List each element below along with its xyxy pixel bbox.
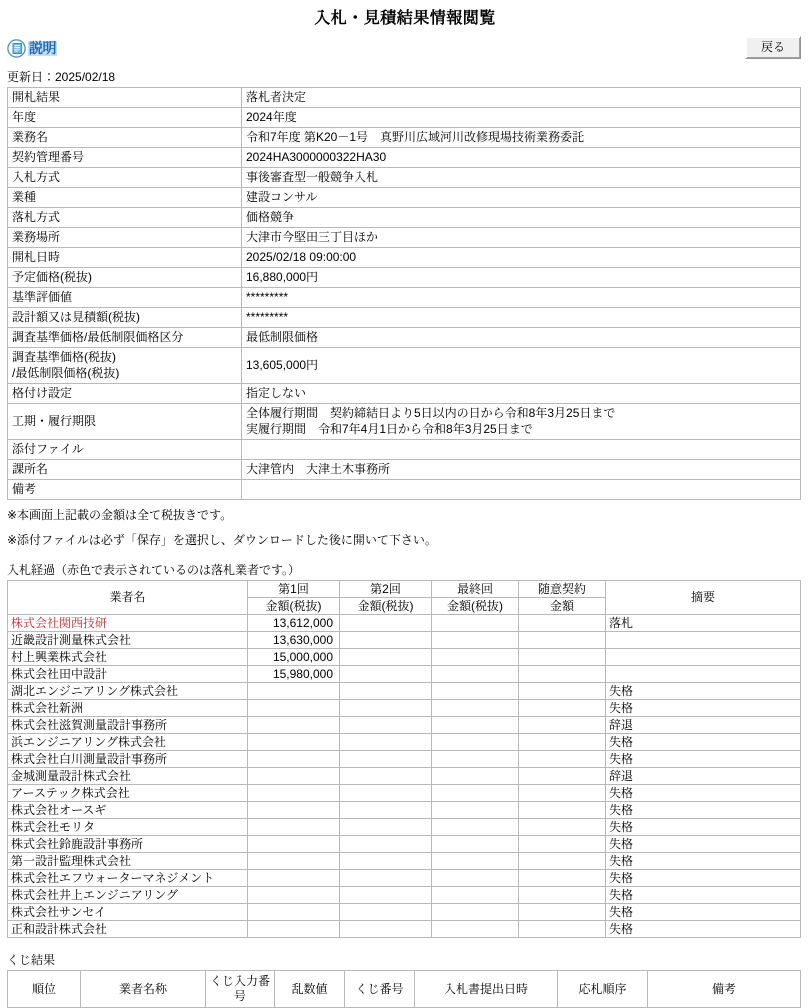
bidder-name: 株式会社サンセイ (8, 904, 248, 921)
detail-row (8, 308, 801, 328)
page-title: 入札・見積結果情報閲覧 (314, 10, 496, 27)
final-round-amount (432, 802, 519, 819)
bid-detail-table (7, 87, 801, 500)
bid-detail-body (8, 88, 801, 500)
round1-amount: 13,612,000 (248, 615, 340, 632)
col-header-bid-order: 応札順序 (558, 971, 648, 1008)
detail-row-value: 大津市今堅田三丁目ほか (242, 228, 801, 248)
detail-row-value: ********* (242, 288, 801, 308)
round2-amount (340, 802, 432, 819)
back-button[interactable]: 戻る (745, 36, 801, 59)
detail-row (8, 404, 801, 440)
table-row (8, 836, 801, 853)
col-header-vendor: 業者名称 (81, 971, 206, 1008)
detail-row-label: 業種 (8, 188, 242, 208)
round1-amount (248, 870, 340, 887)
note-tax: ※本画面上記載の金額は全て税抜きです。 (7, 508, 233, 523)
negotiated-amount (519, 666, 606, 683)
bidder-remark: 失格 (606, 887, 801, 904)
negotiated-amount (519, 632, 606, 649)
detail-row (8, 168, 801, 188)
update-date: 更新日：2025/02/18 (7, 70, 116, 85)
table-row (8, 615, 801, 632)
bidder-remark: 失格 (606, 751, 801, 768)
col-header-remark: 摘要 (606, 581, 801, 615)
negotiated-amount (519, 921, 606, 938)
round1-amount: 13,630,000 (248, 632, 340, 649)
negotiated-amount (519, 649, 606, 666)
round1-amount: 15,980,000 (248, 666, 340, 683)
table-row (8, 785, 801, 802)
bidder-name: 株式会社鈴鹿設計事務所 (8, 836, 248, 853)
detail-row-label: 年度 (8, 108, 242, 128)
table-row (8, 853, 801, 870)
col-header-vendor-name: 業者名 (8, 581, 248, 615)
negotiated-amount (519, 734, 606, 751)
bidder-remark (606, 632, 801, 649)
detail-row-value: 落札者決定 (242, 88, 801, 108)
round2-amount (340, 615, 432, 632)
detail-row-value: 大津管内 大津土木事務所 (242, 460, 801, 480)
round2-amount (340, 836, 432, 853)
final-round-amount (432, 615, 519, 632)
negotiated-amount (519, 819, 606, 836)
negotiated-amount (519, 887, 606, 904)
round1-amount (248, 700, 340, 717)
detail-row-value: 最低制限価格 (242, 328, 801, 348)
bidder-remark: 落札 (606, 615, 801, 632)
bidder-name: 株式会社滋賀測量設計事務所 (8, 717, 248, 734)
round1-amount (248, 734, 340, 751)
bidder-remark: 失格 (606, 870, 801, 887)
detail-row-label: 開札結果 (8, 88, 242, 108)
detail-row (8, 108, 801, 128)
round2-amount (340, 734, 432, 751)
bidder-name: アーステック株式会社 (8, 785, 248, 802)
detail-row-value (242, 440, 801, 460)
col-header-final-round: 最終回 (432, 581, 519, 598)
detail-row-label: 格付け設定 (8, 384, 242, 404)
negotiated-amount (519, 717, 606, 734)
detail-row-label: 調査基準価格(税抜) /最低制限価格(税抜) (8, 348, 242, 384)
bidder-name: 株式会社白川測量設計事務所 (8, 751, 248, 768)
table-row (8, 870, 801, 887)
detail-row (8, 460, 801, 480)
table-row (8, 683, 801, 700)
round1-amount: 15,000,000 (248, 649, 340, 666)
detail-row-label: 添付ファイル (8, 440, 242, 460)
negotiated-amount (519, 853, 606, 870)
round1-amount (248, 785, 340, 802)
col-header-note: 備考 (648, 971, 801, 1008)
col-header-negotiated: 随意契約 (519, 581, 606, 598)
bidder-name: 金城測量設計株式会社 (8, 768, 248, 785)
bidder-remark: 失格 (606, 819, 801, 836)
round1-amount (248, 921, 340, 938)
bid-process-head (8, 581, 801, 615)
detail-row (8, 228, 801, 248)
detail-row (8, 288, 801, 308)
negotiated-amount (519, 768, 606, 785)
lottery-section-label: くじ結果 (7, 953, 56, 968)
round1-amount (248, 717, 340, 734)
table-row (8, 887, 801, 904)
round2-amount (340, 853, 432, 870)
bidder-name: 第一設計監理株式会社 (8, 853, 248, 870)
detail-row (8, 248, 801, 268)
toolbar (0, 36, 810, 66)
final-round-amount (432, 734, 519, 751)
detail-row-value: 価格競争 (242, 208, 801, 228)
detail-row (8, 348, 801, 384)
table-row (8, 700, 801, 717)
round2-amount (340, 649, 432, 666)
lottery-head (8, 971, 801, 1008)
bidder-remark: 辞退 (606, 768, 801, 785)
lottery-header-row (8, 971, 801, 1008)
final-round-amount (432, 700, 519, 717)
round2-amount (340, 632, 432, 649)
bid-process-section-label: 入札経過（赤色で表示されているのは落札業者です。） (7, 563, 301, 578)
bidder-name: 株式会社田中設計 (8, 666, 248, 683)
detail-row-value: 13,605,000円 (242, 348, 801, 384)
table-row (8, 649, 801, 666)
detail-row-label: 設計額又は見積額(税抜) (8, 308, 242, 328)
detail-row-label: 契約管理番号 (8, 148, 242, 168)
final-round-amount (432, 836, 519, 853)
col-header-round1: 第1回 (248, 581, 340, 598)
note-attachment: ※添付ファイルは必ず「保存」を選択し、ダウンロードした後に開いて下さい。 (7, 533, 437, 548)
bidder-name: 株式会社関西技研 (8, 615, 248, 632)
detail-row-label: 開札日時 (8, 248, 242, 268)
final-round-amount (432, 683, 519, 700)
detail-row (8, 88, 801, 108)
final-round-amount (432, 921, 519, 938)
document-icon (7, 39, 26, 58)
negotiated-amount (519, 785, 606, 802)
round2-amount (340, 785, 432, 802)
detail-row-value: 建設コンサル (242, 188, 801, 208)
col-header-round2: 第2回 (340, 581, 432, 598)
detail-row (8, 128, 801, 148)
col-header-lottery-input-number: くじ入力番号 (206, 971, 275, 1008)
negotiated-amount (519, 802, 606, 819)
bidder-remark: 失格 (606, 785, 801, 802)
final-round-amount (432, 649, 519, 666)
detail-row-label: 課所名 (8, 460, 242, 480)
table-row (8, 768, 801, 785)
round2-amount (340, 717, 432, 734)
bidder-name: 村上興業株式会社 (8, 649, 248, 666)
round2-amount (340, 666, 432, 683)
detail-row-value: 令和7年度 第K20－1号 真野川広域河川改修現場技術業務委託 (242, 128, 801, 148)
detail-row (8, 480, 801, 500)
bidder-remark (606, 649, 801, 666)
detail-row-label: 業務場所 (8, 228, 242, 248)
detail-row-label: 工期・履行期限 (8, 404, 242, 440)
bidder-name: 株式会社オースギ (8, 802, 248, 819)
col-header-rank: 順位 (8, 971, 81, 1008)
bid-process-body (8, 615, 801, 938)
detail-row-label: 備考 (8, 480, 242, 500)
negotiated-amount (519, 870, 606, 887)
bidder-remark: 失格 (606, 904, 801, 921)
detail-row (8, 328, 801, 348)
col-header-final-amount: 金額(税抜) (432, 598, 519, 615)
final-round-amount (432, 751, 519, 768)
final-round-amount (432, 785, 519, 802)
bidder-name: 株式会社新洲 (8, 700, 248, 717)
bidder-name: 株式会社井上エンジニアリング (8, 887, 248, 904)
detail-row-value: 指定しない (242, 384, 801, 404)
bidder-remark: 失格 (606, 683, 801, 700)
bidder-name: 株式会社モリタ (8, 819, 248, 836)
explain-label: 説明 (29, 40, 56, 57)
col-header-round2-amount: 金額(税抜) (340, 598, 432, 615)
detail-row (8, 188, 801, 208)
detail-row (8, 148, 801, 168)
bidder-remark: 失格 (606, 853, 801, 870)
detail-row-label: 入札方式 (8, 168, 242, 188)
bidder-remark: 失格 (606, 921, 801, 938)
round1-amount (248, 853, 340, 870)
round1-amount (248, 819, 340, 836)
table-row (8, 802, 801, 819)
table-row (8, 717, 801, 734)
detail-row-value: 全体履行期間 契約締結日より5日以内の日から令和8年3月25日まで 実履行期間 令和7年4月1日から令和8年3月25日まで (242, 404, 801, 440)
final-round-amount (432, 768, 519, 785)
table-row (8, 632, 801, 649)
col-header-negotiated-amount: 金額 (519, 598, 606, 615)
round1-amount (248, 904, 340, 921)
col-header-lottery-number: くじ番号 (345, 971, 415, 1008)
col-header-submit-datetime: 入札書提出日時 (415, 971, 558, 1008)
detail-row-label: 調査基準価格/最低制限価格区分 (8, 328, 242, 348)
table-row (8, 921, 801, 938)
round2-amount (340, 904, 432, 921)
final-round-amount (432, 853, 519, 870)
table-row (8, 751, 801, 768)
col-header-round1-amount: 金額(税抜) (248, 598, 340, 615)
round1-amount (248, 751, 340, 768)
col-header-random-value: 乱数値 (275, 971, 345, 1008)
detail-row (8, 268, 801, 288)
round2-amount (340, 700, 432, 717)
bidder-remark: 失格 (606, 734, 801, 751)
final-round-amount (432, 819, 519, 836)
detail-row (8, 208, 801, 228)
table-row (8, 904, 801, 921)
detail-row-value: 16,880,000円 (242, 268, 801, 288)
detail-row-label: 予定価格(税抜) (8, 268, 242, 288)
detail-row (8, 384, 801, 404)
table-row (8, 819, 801, 836)
final-round-amount (432, 666, 519, 683)
bid-process-table (7, 580, 801, 938)
detail-row-value: ********* (242, 308, 801, 328)
bidder-remark: 失格 (606, 802, 801, 819)
bidder-name: 湖北エンジニアリング株式会社 (8, 683, 248, 700)
final-round-amount (432, 904, 519, 921)
detail-row-label: 基準評価値 (8, 288, 242, 308)
negotiated-amount (519, 615, 606, 632)
bidder-remark (606, 666, 801, 683)
final-round-amount (432, 632, 519, 649)
round2-amount (340, 887, 432, 904)
table-row (8, 734, 801, 751)
negotiated-amount (519, 700, 606, 717)
bidder-remark: 辞退 (606, 717, 801, 734)
round2-amount (340, 921, 432, 938)
bid-process-header-row-top (8, 581, 801, 598)
round1-amount (248, 802, 340, 819)
round1-amount (248, 836, 340, 853)
detail-row-label: 落札方式 (8, 208, 242, 228)
bidder-remark: 失格 (606, 836, 801, 853)
page-root (0, 9, 810, 1008)
round2-amount (340, 768, 432, 785)
lottery-result-table (7, 970, 801, 1008)
round1-amount (248, 887, 340, 904)
final-round-amount (432, 887, 519, 904)
negotiated-amount (519, 751, 606, 768)
negotiated-amount (519, 683, 606, 700)
detail-row (8, 440, 801, 460)
negotiated-amount (519, 904, 606, 921)
round1-amount (248, 683, 340, 700)
detail-row-label: 業務名 (8, 128, 242, 148)
round2-amount (340, 683, 432, 700)
bidder-name: 株式会社エフウォーターマネジメント (8, 870, 248, 887)
detail-row-value: 事後審査型一般競争入札 (242, 168, 801, 188)
table-row (8, 666, 801, 683)
round2-amount (340, 751, 432, 768)
detail-row-value (242, 480, 801, 500)
bidder-remark: 失格 (606, 700, 801, 717)
negotiated-amount (519, 836, 606, 853)
final-round-amount (432, 717, 519, 734)
bidder-name: 正和設計株式会社 (8, 921, 248, 938)
round2-amount (340, 819, 432, 836)
round2-amount (340, 870, 432, 887)
detail-row-value: 2024HA3000000322HA30 (242, 148, 801, 168)
explain-link[interactable] (7, 39, 57, 58)
final-round-amount (432, 870, 519, 887)
detail-row-value: 2025/02/18 09:00:00 (242, 248, 801, 268)
round1-amount (248, 768, 340, 785)
bidder-name: 近畿設計測量株式会社 (8, 632, 248, 649)
bidder-name: 浜エンジニアリング株式会社 (8, 734, 248, 751)
detail-row-value: 2024年度 (242, 108, 801, 128)
